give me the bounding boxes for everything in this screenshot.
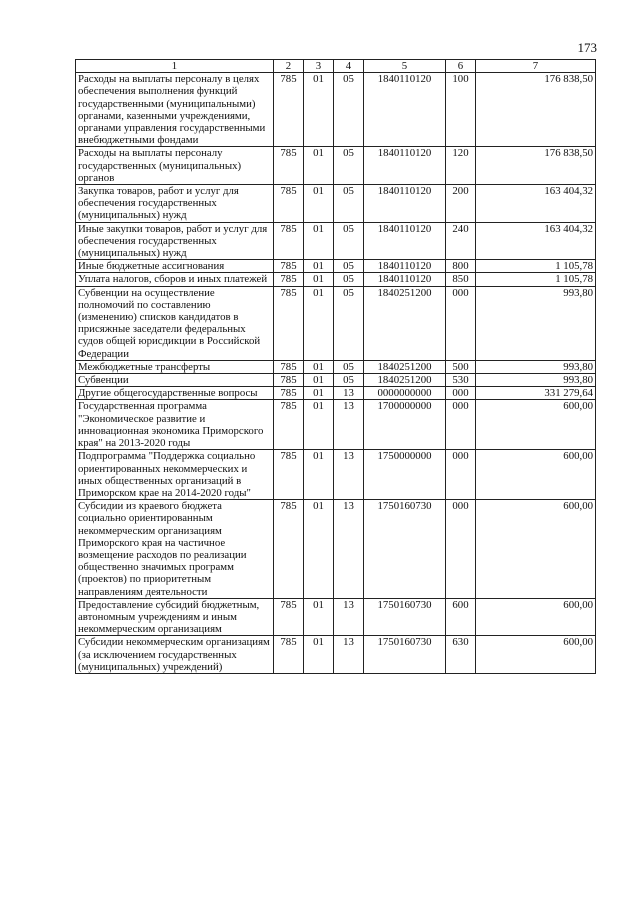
- target-article-cell: 1840110120: [364, 73, 446, 147]
- expense-type-cell: 600: [446, 598, 476, 636]
- subsection-cell: 13: [334, 636, 364, 674]
- admin-code-cell: 785: [274, 185, 304, 223]
- section-cell: 01: [304, 273, 334, 286]
- table-row: [76, 636, 596, 674]
- expense-type-cell: 500: [446, 360, 476, 373]
- row-name-cell: Иные бюджетные ассигнования: [76, 260, 274, 273]
- subsection-cell: 13: [334, 500, 364, 599]
- section-cell: 01: [304, 260, 334, 273]
- page-number: 173: [577, 40, 597, 55]
- amount-cell: 1 105,78: [476, 260, 596, 273]
- target-article-cell: 1840110120: [364, 273, 446, 286]
- table-row: [76, 400, 596, 450]
- expense-type-cell: 000: [446, 500, 476, 599]
- section-cell: 01: [304, 387, 334, 400]
- amount-cell: 993,80: [476, 286, 596, 360]
- amount-cell: 993,80: [476, 360, 596, 373]
- table-row: [76, 73, 596, 147]
- table-row: [76, 387, 596, 400]
- row-name-cell: Закупка товаров, работ и услуг для обеспечения государственных (муниципальных) нужд: [76, 185, 274, 223]
- target-article-cell: 1840110120: [364, 185, 446, 223]
- admin-code-cell: 785: [274, 286, 304, 360]
- table-row: [76, 286, 596, 360]
- table-row: [76, 273, 596, 286]
- amount-cell: 600,00: [476, 598, 596, 636]
- target-article-cell: 1840251200: [364, 360, 446, 373]
- row-name-cell: Государственная программа "Экономическое развитие и инновационная экономика Приморского края" на 2013-2020 годы: [76, 400, 274, 450]
- expense-type-cell: 800: [446, 260, 476, 273]
- expense-type-cell: 000: [446, 400, 476, 450]
- expense-type-cell: 100: [446, 73, 476, 147]
- amount-cell: 600,00: [476, 450, 596, 500]
- subsection-cell: 05: [334, 273, 364, 286]
- section-cell: 01: [304, 286, 334, 360]
- row-name-cell: Расходы на выплаты персоналу государственных (муниципальных) органов: [76, 147, 274, 185]
- expense-type-cell: 240: [446, 222, 476, 260]
- amount-cell: 331 279,64: [476, 387, 596, 400]
- section-cell: 01: [304, 500, 334, 599]
- section-cell: 01: [304, 222, 334, 260]
- target-article-cell: 1840110120: [364, 147, 446, 185]
- subsection-cell: 05: [334, 286, 364, 360]
- section-cell: 01: [304, 185, 334, 223]
- row-name-cell: Уплата налогов, сборов и иных платежей: [76, 273, 274, 286]
- table-row: [76, 185, 596, 223]
- admin-code-cell: 785: [274, 73, 304, 147]
- admin-code-cell: 785: [274, 360, 304, 373]
- target-article-cell: 1750160730: [364, 598, 446, 636]
- target-article-cell: 1750160730: [364, 500, 446, 599]
- row-name-cell: Субвенции: [76, 374, 274, 387]
- header-col-7: 7: [476, 60, 596, 73]
- row-name-cell: Предоставление субсидий бюджетным, автономным учреждениям и иным некоммерческим организациям: [76, 598, 274, 636]
- target-article-cell: 1750000000: [364, 450, 446, 500]
- target-article-cell: 0000000000: [364, 387, 446, 400]
- subsection-cell: 05: [334, 222, 364, 260]
- admin-code-cell: 785: [274, 260, 304, 273]
- expense-type-cell: 530: [446, 374, 476, 387]
- header-col-4: 4: [334, 60, 364, 73]
- section-cell: 01: [304, 400, 334, 450]
- admin-code-cell: 785: [274, 374, 304, 387]
- subsection-cell: 13: [334, 400, 364, 450]
- row-name-cell: Подпрограмма "Поддержка социально ориентированных некоммерческих и иных общественных организаций в Приморском крае на 2014-2020 годы": [76, 450, 274, 500]
- amount-cell: 600,00: [476, 500, 596, 599]
- subsection-cell: 13: [334, 450, 364, 500]
- expense-type-cell: 200: [446, 185, 476, 223]
- table-row: [76, 360, 596, 373]
- row-name-cell: Расходы на выплаты персоналу в целях обеспечения выполнения функций государственными (муниципальными) органами, казенными учреждениями, органами управления государственными внебюджетными фондами: [76, 73, 274, 147]
- header-col-6: 6: [446, 60, 476, 73]
- admin-code-cell: 785: [274, 450, 304, 500]
- subsection-cell: 05: [334, 360, 364, 373]
- admin-code-cell: 785: [274, 400, 304, 450]
- budget-table: [75, 59, 596, 674]
- table-row: [76, 260, 596, 273]
- row-name-cell: Субсидии некоммерческим организациям (за исключением государственных (муниципальных) учреждений): [76, 636, 274, 674]
- expense-type-cell: 120: [446, 147, 476, 185]
- section-cell: 01: [304, 598, 334, 636]
- admin-code-cell: 785: [274, 387, 304, 400]
- section-cell: 01: [304, 360, 334, 373]
- header-row: [76, 60, 596, 73]
- expense-type-cell: 000: [446, 450, 476, 500]
- admin-code-cell: 785: [274, 222, 304, 260]
- section-cell: 01: [304, 374, 334, 387]
- subsection-cell: 13: [334, 598, 364, 636]
- section-cell: 01: [304, 147, 334, 185]
- table-body: [76, 73, 596, 674]
- expense-type-cell: 000: [446, 387, 476, 400]
- subsection-cell: 05: [334, 374, 364, 387]
- header-col-5: 5: [364, 60, 446, 73]
- target-article-cell: 1840110120: [364, 260, 446, 273]
- target-article-cell: 1700000000: [364, 400, 446, 450]
- section-cell: 01: [304, 636, 334, 674]
- subsection-cell: 05: [334, 73, 364, 147]
- admin-code-cell: 785: [274, 273, 304, 286]
- amount-cell: 176 838,50: [476, 147, 596, 185]
- table-row: [76, 374, 596, 387]
- amount-cell: 993,80: [476, 374, 596, 387]
- table-row: [76, 500, 596, 599]
- expense-type-cell: 630: [446, 636, 476, 674]
- header-col-3: 3: [304, 60, 334, 73]
- target-article-cell: 1750160730: [364, 636, 446, 674]
- admin-code-cell: 785: [274, 598, 304, 636]
- amount-cell: 163 404,32: [476, 185, 596, 223]
- target-article-cell: 1840110120: [364, 222, 446, 260]
- admin-code-cell: 785: [274, 147, 304, 185]
- header-col-2: 2: [274, 60, 304, 73]
- amount-cell: 176 838,50: [476, 73, 596, 147]
- row-name-cell: Субсидии из краевого бюджета социально ориентированным некоммерческим организациям Приморского края на частичное возмещение расходов по реализации общественно значимых программ (проектов) по приоритетным направлениям деятельности: [76, 500, 274, 599]
- header-col-1: 1: [76, 60, 274, 73]
- subsection-cell: 13: [334, 387, 364, 400]
- admin-code-cell: 785: [274, 500, 304, 599]
- subsection-cell: 05: [334, 260, 364, 273]
- row-name-cell: Субвенции на осуществление полномочий по составлению (изменению) списков кандидатов в присяжные заседатели федеральных судов общей юрисдикции в Российской Федерации: [76, 286, 274, 360]
- row-name-cell: Иные закупки товаров, работ и услуг для обеспечения государственных (муниципальных) нужд: [76, 222, 274, 260]
- table-row: [76, 450, 596, 500]
- expense-type-cell: 000: [446, 286, 476, 360]
- amount-cell: 600,00: [476, 400, 596, 450]
- expense-type-cell: 850: [446, 273, 476, 286]
- amount-cell: 163 404,32: [476, 222, 596, 260]
- section-cell: 01: [304, 450, 334, 500]
- row-name-cell: Межбюджетные трансферты: [76, 360, 274, 373]
- target-article-cell: 1840251200: [364, 374, 446, 387]
- admin-code-cell: 785: [274, 636, 304, 674]
- amount-cell: 600,00: [476, 636, 596, 674]
- table-row: [76, 147, 596, 185]
- section-cell: 01: [304, 73, 334, 147]
- row-name-cell: Другие общегосударственные вопросы: [76, 387, 274, 400]
- target-article-cell: 1840251200: [364, 286, 446, 360]
- subsection-cell: 05: [334, 147, 364, 185]
- subsection-cell: 05: [334, 185, 364, 223]
- table-row: [76, 598, 596, 636]
- amount-cell: 1 105,78: [476, 273, 596, 286]
- table-row: [76, 222, 596, 260]
